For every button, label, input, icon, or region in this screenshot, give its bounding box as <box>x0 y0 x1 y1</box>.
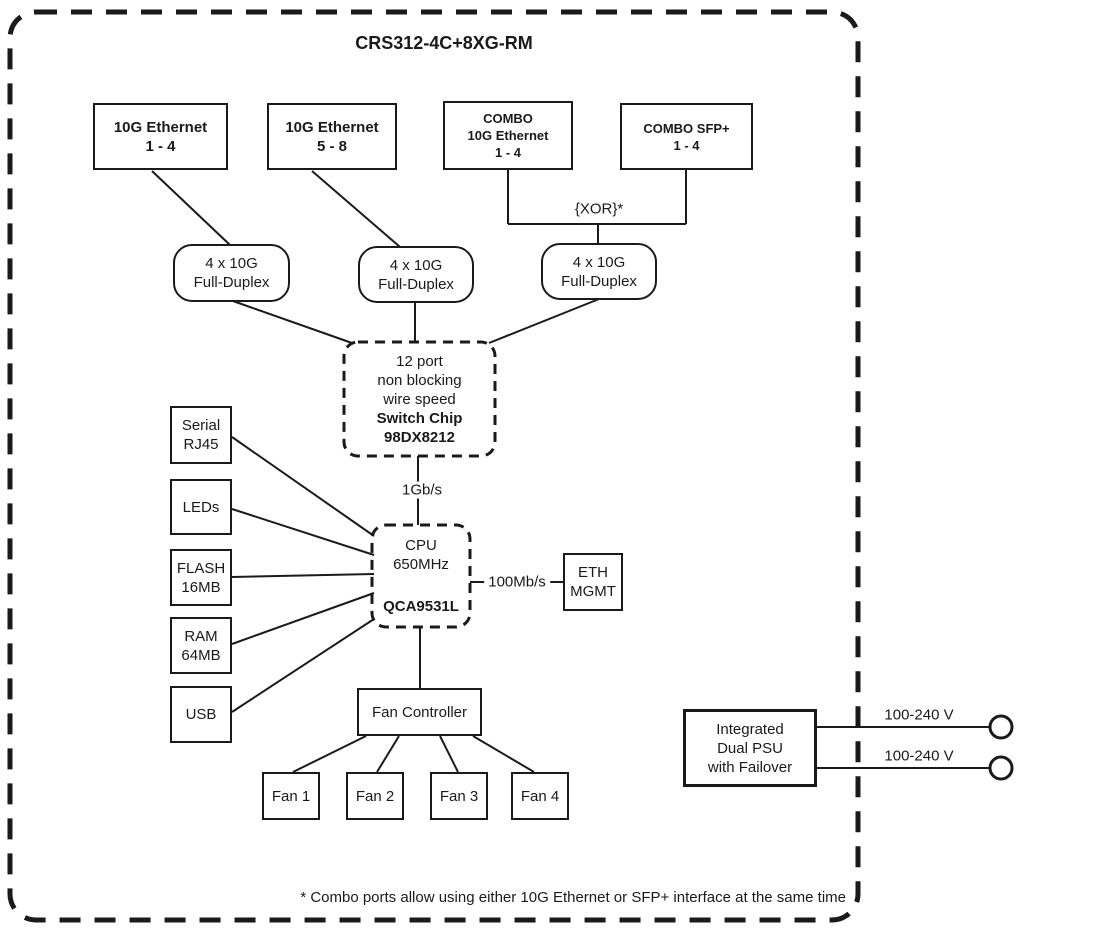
node-label-line: USB <box>185 706 217 723</box>
edge-fancontroller-fan3 <box>440 736 458 772</box>
node-label-line: 4 x 10G <box>389 256 443 274</box>
node-label-line: LEDs <box>182 498 220 516</box>
node-label-line: Fan Controller <box>371 703 468 721</box>
node-label-line: wire speed <box>383 391 456 408</box>
node-label-line: 1 - 4 <box>673 137 700 153</box>
footnote: * Combo ports allow using either 10G Ethernet or SFP+ interface at the same time <box>300 889 846 906</box>
node-fan-3 <box>430 772 488 820</box>
node-label-line: Integrated <box>716 720 784 738</box>
node-label-line: 4 x 10G <box>205 255 258 272</box>
edge-flash-cpu <box>232 574 374 577</box>
node-label-line: 10G Ethernet <box>467 128 549 143</box>
node-label-line: FLASH <box>176 559 226 577</box>
node-label-line: RJ45 <box>183 436 219 453</box>
node-label-line: 64MB <box>181 646 221 664</box>
node-ram <box>170 617 232 674</box>
edge-fancontroller-fan1 <box>293 736 366 772</box>
node-fan-controller <box>357 688 482 736</box>
node-full-duplex-2 <box>358 246 474 303</box>
node-label-line: Switch Chip <box>376 410 463 427</box>
node-10g-ethernet-5-8 <box>267 103 397 170</box>
node-full-duplex-3 <box>541 243 657 300</box>
node-label-line: 5 - 8 <box>316 137 347 155</box>
node-label-line: CPU <box>405 537 437 554</box>
diagram-title: CRS312-4C+8XG-RM <box>355 33 533 53</box>
edge-eth58-duplex2 <box>312 171 400 247</box>
node-label-line: 16MB <box>181 578 221 596</box>
node-usb <box>170 686 232 743</box>
node-full-duplex-1 <box>173 244 290 302</box>
node-switch-chip <box>346 346 493 453</box>
node-label-line: Fan 3 <box>439 787 479 805</box>
node-label-line: Full-Duplex <box>378 275 454 293</box>
edge-label-1gbs: 1Gb/s <box>398 482 446 499</box>
node-label-line: COMBO SFP+ <box>643 120 730 136</box>
node-cpu <box>374 530 468 622</box>
node-eth-mgmt <box>563 553 623 611</box>
node-label-line: MGMT <box>570 583 616 600</box>
node-leds <box>170 479 232 535</box>
node-psu <box>683 709 817 787</box>
edge-label-voltage-1: 100-240 V <box>884 706 954 724</box>
power-inlet-2-icon <box>990 757 1012 779</box>
edge-usb-cpu <box>232 619 374 712</box>
edge-label-xor: {XOR}* <box>574 200 624 218</box>
node-label-line: Fan 4 <box>520 787 560 805</box>
edge-duplex3-switch <box>489 299 599 343</box>
node-label-line: Full-Duplex <box>561 272 637 290</box>
edge-ram-cpu <box>232 593 374 644</box>
edge-eth14-duplex1 <box>152 171 230 245</box>
node-label-line: 1 - 4 <box>145 137 176 155</box>
node-label-line: 98DX8212 <box>384 429 455 446</box>
edge-leds-cpu <box>232 509 374 555</box>
node-fan-1 <box>262 772 320 820</box>
node-label-line: RAM <box>184 627 218 645</box>
node-label-line: Dual PSU <box>717 739 783 757</box>
node-label-line: 1 - 4 <box>494 145 521 160</box>
node-fan-4 <box>511 772 569 820</box>
edge-label-voltage-2: 100-240 V <box>884 747 954 765</box>
node-label-line: non blocking <box>377 372 462 389</box>
power-inlet-1-icon <box>990 716 1012 738</box>
node-10g-ethernet-1-4 <box>93 103 228 170</box>
node-flash <box>170 549 232 606</box>
node-label-line: COMBO <box>483 111 533 126</box>
node-label-line: with Failover <box>707 758 793 776</box>
node-label-line: ETH <box>578 564 608 581</box>
edge-fancontroller-fan4 <box>473 736 534 772</box>
node-label-line: 12 port <box>396 353 443 370</box>
node-label-line: QCA9531L <box>383 598 459 615</box>
node-label-line: Serial <box>181 417 221 434</box>
edge-label-100mbs: 100Mb/s <box>484 574 550 591</box>
edge-fancontroller-fan2 <box>377 736 399 772</box>
node-label-line: 650MHz <box>393 556 449 573</box>
node-label-line: 10G Ethernet <box>285 118 379 136</box>
node-label-line: 4 x 10G <box>572 253 626 271</box>
edge-duplex1-switch <box>233 301 352 343</box>
node-label-line: Fan 1 <box>271 787 311 805</box>
node-combo-sfp <box>620 103 753 170</box>
node-combo-10g-ethernet <box>443 101 573 170</box>
node-label-line: Full-Duplex <box>193 274 270 291</box>
node-label-line: Fan 2 <box>355 787 395 805</box>
node-label-line: 10G Ethernet <box>113 118 208 136</box>
node-fan-2 <box>346 772 404 820</box>
node-serial-rj45 <box>170 406 232 464</box>
